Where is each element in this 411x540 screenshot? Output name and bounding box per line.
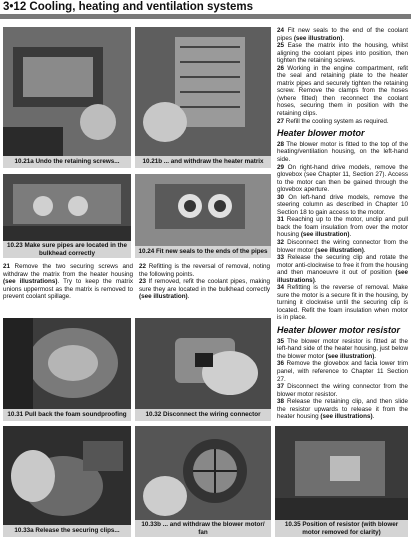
header-rule <box>0 14 411 19</box>
text-block-mid-left <box>3 263 133 311</box>
figure-caption: 10.32 Disconnect the wiring connector <box>135 409 271 421</box>
figure-10-31 <box>3 318 131 421</box>
section-heading-blower-motor: Heater blower motor <box>277 128 365 139</box>
figure-caption: 10.31 Pull back the foam soundproofing <box>3 409 131 421</box>
figure-caption: 10.21b ... and withdraw the heater matrix <box>135 156 271 168</box>
photo-10-31 <box>3 318 131 409</box>
text-block-right <box>277 27 408 423</box>
photo-10-33a <box>3 426 131 525</box>
figure-caption: 10.21a Undo the retaining screws... <box>3 156 131 168</box>
paragraph-32: 32 Disconnect the wiring connector from the blower motor (see illustration). <box>277 239 408 254</box>
paragraph-29: 29 On right-hand drive models, remove the glovebox (see Chapter 11, Section 27). Access to the motor can then be gained through the glovebox aperture. <box>277 163 408 194</box>
figure-caption: 10.33a Release the securing clips... <box>3 525 131 537</box>
paragraph-23: 23 If removed, refit the coolant pipes, making sure they are located in the bulkhead correctly (see illustration). <box>139 278 270 301</box>
paragraph-37: 37 Disconnect the wiring connector from the blower motor resistor. <box>277 383 408 398</box>
text-block-mid-right <box>139 263 270 311</box>
paragraph-34: 34 Refitting is the reverse of removal. Make sure the motor is a secure fit in the housing, by turning it clockwise until the securing clip is located. Refit the foam insulation when motor is in place. <box>277 284 408 322</box>
paragraph-22: 22 Refitting is the reversal of removal, noting the following points. <box>139 263 270 278</box>
paragraph-25: 25 Ease the matrix into the housing, whilst aligning the coolant pipes into position, then tighten the retaining screws. <box>277 42 408 65</box>
figure-caption: 10.35 Position of resistor (with blower motor removed for clarity) <box>275 520 408 537</box>
photo-10-35 <box>275 426 408 520</box>
figure-10-35 <box>275 426 408 537</box>
figure-10-24 <box>135 174 271 258</box>
figure-caption: 10.33b ... and withdraw the blower motor/ fan <box>135 520 271 537</box>
paragraph-31: 31 Reaching up to the motor, unclip and pull back the foam insulation from over the motor housing (see illustration). <box>277 216 408 239</box>
figure-10-21a <box>3 27 131 168</box>
photo-10-24 <box>135 174 271 246</box>
photo-10-33b <box>135 426 271 520</box>
figure-caption: 10.23 Make sure pipes are located in the bulkhead correctly <box>3 241 131 258</box>
figure-10-32 <box>135 318 271 421</box>
page-title: 3•12 Cooling, heating and ventilation systems <box>3 1 254 13</box>
paragraph-27: 27 Refill the cooling system as required. <box>277 117 389 125</box>
paragraph-33: 33 Release the securing clip and rotate the motor anti-clockwise to free it from the housing and then manoeuvre it out of position (see illustrations). <box>277 254 408 284</box>
photo-10-21b <box>135 27 271 156</box>
paragraph-26: 26 Working in the engine compartment, refit the seal and retaining plate to the heater matrix pipes and securely tighten the retaining screw. Remove the clamps from the hoses (where fitted) then reconnect the coolant hoses, securing them in position with the retaining clips. <box>277 64 408 118</box>
paragraph-36: 36 Remove the glovebox and facia lower trim panel, with reference to Chapter 11 Section 27. <box>277 360 408 383</box>
section-heading-blower-resistor: Heater blower motor resistor <box>277 325 401 336</box>
paragraph-24: 24 Fit new seals to the end of the coolant pipes (see illustration). <box>277 27 408 42</box>
paragraph-30: 30 On left-hand drive models, remove the steering column as described in Chapter 10 Section 18 to gain access to the motor. <box>277 193 408 216</box>
paragraph-35: 35 The blower motor resistor is fitted at the left-hand side of the heater housing, just below the blower motor (see illustration). <box>277 337 408 360</box>
photo-10-21a <box>3 27 131 156</box>
figure-10-33a <box>3 426 131 537</box>
paragraph-28: 28 The blower motor is fitted to the top of the heating/ventilation housing, on the left-hand side. <box>277 140 408 163</box>
figure-10-21b <box>135 27 271 168</box>
figure-10-23 <box>3 174 131 258</box>
figure-caption: 10.24 Fit new seals to the ends of the pipes <box>135 246 271 258</box>
paragraph-38: 38 Release the retaining clip, and then slide the resistor upwards to release it from the heater housing (see illustrations). <box>277 398 408 421</box>
photo-10-23 <box>3 174 131 241</box>
paragraph-21: 21 Remove the two securing screws and withdraw the matrix from the heater housing (see illustrations). Try to keep the matrix unions uppermost as the matrix is removed to prevent coolant spillage. <box>3 263 133 301</box>
photo-10-32 <box>135 318 271 409</box>
page-header <box>0 0 411 20</box>
figure-10-33b <box>135 426 271 537</box>
